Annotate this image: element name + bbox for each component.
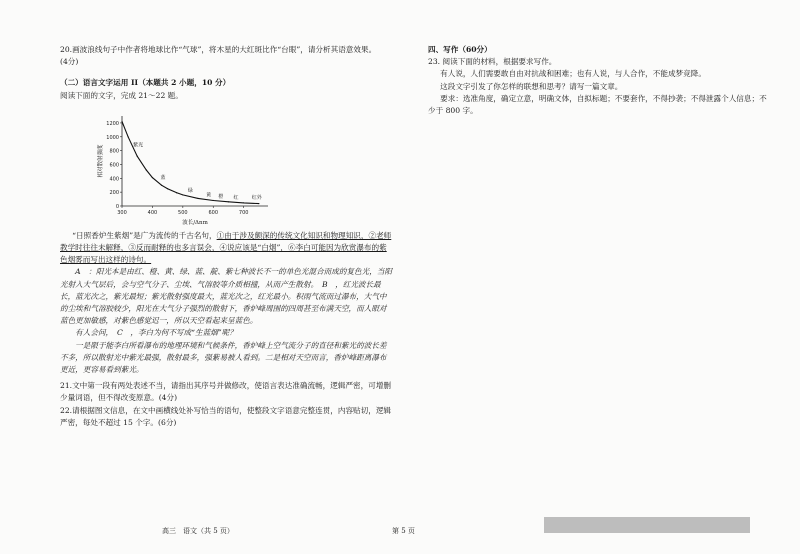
scattering-chart-svg <box>88 108 278 226</box>
curve-point <box>167 188 168 189</box>
left-column <box>60 44 392 429</box>
footer-page-number: 第 5 页 <box>392 527 415 535</box>
y-axis-label: 相对散射强度 <box>98 144 104 178</box>
curve-point <box>146 169 147 170</box>
curve-point <box>182 194 183 195</box>
gray-redaction-bar <box>544 517 750 533</box>
x-tick-label: 300 <box>117 209 127 216</box>
section-2-title: （二）语言文字运用 II（本题共 2 小题，10 分） <box>60 78 231 88</box>
chart-annotation: 绿 <box>187 187 193 194</box>
paragraph-1-u3: ③反而耐释的也多言误会， <box>128 243 220 253</box>
paragraph-4: 一是限于能李白所看瀑布的地理环境和气候条件，香炉峰上空气流分子的直径和紫光的波长差不多，所以散射光中紫光最强，散射最多，强紫易被人看到。二是相对天空而言，香炉峰距离瀑布更近，更容易看到紫光。 <box>60 340 387 375</box>
curve-point <box>197 198 198 199</box>
chart-annotation: 蓝 <box>160 174 166 181</box>
paragraph-1-intro: “日照香炉生紫烟”是广为流传的千古名句， <box>72 230 217 240</box>
chart-annotation: 紫光 <box>133 142 144 149</box>
y-tick-label: 0 <box>115 203 119 210</box>
question-23: 23. 阅读下面的材料，根据要求写作。 <box>428 57 557 67</box>
paragraph-2: A ：阳光本是由红、橙、黄、绿、蓝、靛、紫七种波长不一的单色光混合而成的复色光，当阳光射入大气层后，会与空气分子、尘埃、气溶胶等介质相撞，从而产生散射。 B ，红光波长最长，蓝光次之，紫光最短；紫光散射强度最大，蓝光次之，红光最小。积雨气流而过瀑布，大气中的尘埃和气溶胶较少，阳光在大气分子强烈的散射下，香炉峰周围的四周甚至布满天空，而人眼对蓝色更加敏感，对紫色感觉迟一，所以天空看起来呈蓝色。 <box>60 267 393 326</box>
writing-prompt: 这段文字引发了你怎样的联想和思考？请写一篇文章。 <box>440 81 623 91</box>
curve-point <box>161 184 162 185</box>
chart-annotation: 橙 <box>218 193 224 200</box>
y-tick-label: 200 <box>109 189 119 196</box>
y-tick-label: 1200 <box>106 120 119 127</box>
x-tick-label: 400 <box>147 209 158 216</box>
right-column <box>428 44 773 117</box>
paragraph-1-u2: ②老师教学时往往未解释， <box>60 230 392 253</box>
y-tick-label: 600 <box>109 162 119 169</box>
scattering-chart <box>88 108 278 226</box>
paragraph-3: 有人会问， C ，李白为何不写成“生蓝烟”呢？ <box>60 328 237 338</box>
x-tick-label: 700 <box>238 209 249 216</box>
y-tick-label: 400 <box>109 176 119 183</box>
curve-point <box>258 203 259 204</box>
curve-point <box>243 202 244 203</box>
question-21: 21.文中第一段有两处表述不当，请指出其序号并做修改，使语言表达准确流畅，逻辑严密，可增删少量词语，但不得改变原意。(4分) <box>60 381 392 403</box>
writing-material: 有人说，人们需要敢自由对抗战和困难；也有人说，与人合作，不能成梦竞降。 <box>440 69 706 79</box>
section-2-instruction: 阅读下面的文字，完成 21～22 题。 <box>60 90 183 100</box>
curve-point <box>176 192 177 193</box>
curve-point <box>127 136 128 137</box>
curve-point <box>228 201 229 202</box>
x-tick-label: 500 <box>178 209 188 216</box>
question-20-score: (4分) <box>60 57 79 67</box>
paragraph-1 <box>60 230 392 267</box>
writing-requirement: 要求：选准角度，确定立意，明确文体，自拟标题；不要套作，不得抄袭；不得泄露个人信息；不少于 800 字。 <box>428 93 767 116</box>
paragraph-1-u1: ①由于涉及颇深的传统文化知识和物理知识， <box>216 230 369 240</box>
curve-point <box>213 200 214 201</box>
x-tick-label: 600 <box>208 209 219 216</box>
paragraph-1-u6: ⑥李白可能因为欣赏瀑布的紫色烟雾而写出这样的诗句。 <box>60 243 387 265</box>
y-tick-label: 1000 <box>106 134 119 141</box>
curve-point <box>137 155 138 156</box>
curve-point <box>152 177 153 178</box>
section-4-title: 四、写作（60分） <box>428 45 492 54</box>
y-tick-label: 800 <box>109 148 119 155</box>
curve-point <box>121 121 122 122</box>
paragraph-1-u4: ④说应该是“白烟”， <box>219 243 288 253</box>
question-22: 22.请根据图文信息，在文中画横线处补写恰当的语句，使整段文字语意完整连贯，内容贴切，逻辑严密，每处不超过 15 个字。(6分) <box>60 405 392 427</box>
chart-annotation: 红外 <box>251 194 262 201</box>
chart-annotation: 红 <box>233 194 239 201</box>
footer-subject: 高三 语文（共 5 页） <box>162 527 234 535</box>
question-20: 20.画波浪线句子中作者将地球比作“气球”，将木星的大红斑比作“台眼”，请分析其语意效果。 <box>60 45 377 54</box>
x-axis-label: 波长/Δnm <box>182 219 208 226</box>
chart-annotation: 黄 <box>206 192 212 199</box>
